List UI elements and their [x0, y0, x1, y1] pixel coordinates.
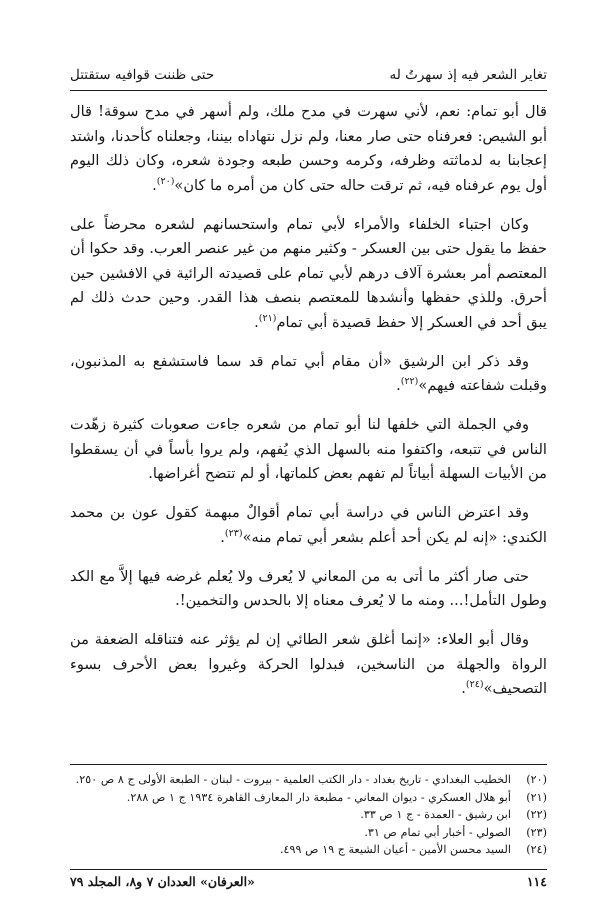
paragraph-tail: . [396, 377, 401, 394]
footnote-text: ابن رشيق - العمدة - ج ١ ص ٣٣. [360, 808, 511, 821]
paragraph-text: قال أبو تمام: نعم، لأني سهرت في مدح ملك، ولم أسهر في مدح سوقة! قال أبو الشيص: فعرفناه حتى صار معنا، ولم نزل نتهاداه بيننا، وجعلناه كأحدنا، واشتد إعجابنا به لدماثته وظرفه، وكرمه وحسن طبعه وجودة شعره، وكان ذلك اليوم أول يوم عرفناه فيه، ثم ترقت حاله حتى كان من أمره ما كان» [70, 103, 547, 194]
footnote-reference: (٢٢) [400, 376, 419, 388]
footnote-number: (٢٠) [526, 773, 547, 786]
footnote-separator [70, 764, 547, 765]
running-header [70, 64, 547, 91]
paragraph [70, 565, 547, 614]
paragraph [70, 350, 547, 399]
page-footer [70, 872, 547, 892]
paragraph [70, 100, 547, 198]
footnote-text: الصولي - أخبار أبي تمام ص ٣١. [364, 825, 511, 839]
footer-rule [70, 869, 547, 870]
footnote-number: (٢٤) [526, 843, 547, 856]
paragraph-tail: . [254, 313, 259, 331]
paragraph-tail: . [461, 680, 466, 697]
paragraph [70, 501, 547, 550]
footnote-number: (٢٣) [526, 825, 547, 839]
header-verse-second-hemistich: حتى ظننت قوافيه ستقتتل [70, 67, 215, 83]
journal-issue-label: «العرفان» العددان ٧ و٨، المجلد ٧٩ [70, 874, 255, 889]
footnote-item [70, 789, 547, 807]
paragraph [70, 413, 547, 487]
paragraph-tail: . [152, 176, 157, 194]
footnote-reference: (٢١) [258, 312, 277, 324]
footnote-item [70, 806, 547, 824]
footnote-item [70, 771, 547, 789]
footnote-item [70, 824, 547, 842]
footnote-text: الخطيب البغدادي - تاريخ بغداد - دار الكتب العلمية - بيروت - لبنان - الطبعة الأولى ج ٨ ص ٢٥٠. [75, 773, 511, 786]
body-text [70, 100, 547, 716]
paragraph-text: وقال أبو العلاء: «إنما أغلق شعر الطائي إن لم يؤثر عنه فتناقله الضعفة من الرواة والجهلة من الناسخين، فبدلوا الحركة وغيروا بعض الأحرف بسوء التصحيف» [70, 631, 547, 697]
footnote-text: السيد محسن الأمين - أعيان الشيعة ج ١٩ ص ٤٩٩. [279, 843, 511, 856]
paragraph-tail: . [220, 528, 225, 546]
document-page [70, 58, 547, 889]
footnote-reference: (٢٠) [156, 175, 175, 187]
footnote-item [70, 841, 547, 859]
paragraph-text: وفي الجملة التي خلفها لنا أبو تمام من شعره جاءت صعوبات كثيرة زهّدت الناس في تتبعه، واكتفوا منه بالسهل الذي يُفهم، ولم يروا بأساً في أن يسقطوا من الأبيات السهلة أبياتاً لم تفهم بعض كلماتها، أو لم تتضح أغراضها. [70, 416, 547, 482]
footnote-reference: (٢٣) [224, 527, 243, 539]
footnotes-list [70, 771, 547, 859]
paragraph [70, 628, 547, 702]
footnote-text: أبو هلال العسكري - ديوان المعاني - مطبعة دار المعارف القاهرة ١٩٣٤ ج ١ ص ٢٨٨. [126, 790, 511, 804]
page-number: ١١٤ [526, 874, 547, 889]
paragraph [70, 213, 547, 336]
paragraph-text: حتى صار أكثر ما أتى به من المعاني لا يُعرف ولا يُعلم غرضه فيها إلاَّ مع الكد وطول التأمل!... ومنه ما لا يُعرف معناه إلا بالحدس والتخمين!. [70, 567, 547, 609]
paragraph-text: وقد ذكر ابن الرشيق «أن مقام أبي تمام قد سما فاستشفع به المذنبون، وقبلت شفاعته فيهم» [70, 352, 547, 394]
footnote-number: (٢١) [526, 790, 547, 804]
footnote-reference: (٢٤) [465, 679, 484, 691]
footnote-number: (٢٢) [526, 808, 547, 821]
paragraph-text: وقد اعترض الناس في دراسة أبي تمام أقوالٌ مبهمة كقول عون بن محمد الكندي: «إنه لم يكن أحد أعلم بشعر أبي تمام منه» [70, 504, 547, 546]
paragraph-text: وكان اجتباء الخلفاء والأمراء لأبي تمام واستحسانهم لشعره محرضاً على حفظ ما يقول حتى بين العسكر - وكثير منهم من غير عنصر العرب. وقد حكوا أن المعتصم أمر بعشرة آلاف درهم لأبي تمام على قصيدته الرائية في الافشين حين أحرق. وللذي حفظها وأنشدها للمعتصم بنصف هذا القدر. وحين حدث ذلك لم يبق أحد في العسكر إلا حفظ قصيدة أبي تمام [70, 215, 547, 331]
header-verse-first-hemistich: تغاير الشعر فيه إذ سهرتُ له [389, 67, 547, 83]
